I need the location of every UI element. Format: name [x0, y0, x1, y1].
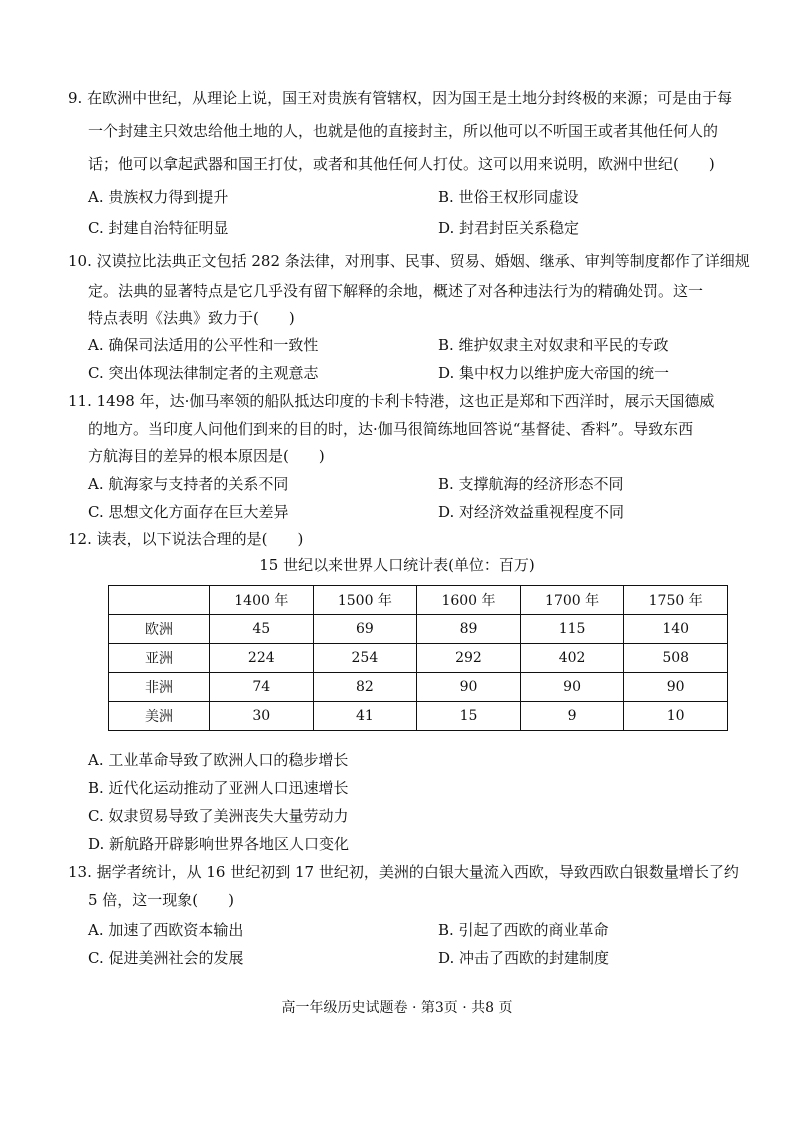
table-cell: 15	[417, 702, 521, 731]
q10-stem-line-3: 特点表明《法典》致力于( )	[88, 309, 295, 327]
table-cell: 欧洲	[109, 615, 210, 644]
q12-stem: 12. 读表，以下说法合理的是( )	[68, 530, 304, 548]
q10-stem-line-2: 定。法典的显著特点是它几乎没有留下解释的余地，概述了对各种违法行为的精确处罚。这一	[88, 282, 704, 300]
q11-stem-line-2: 的地方。当印度人问他们到来的目的时，达·伽马很简练地回答说“基督徒、香料”。导致东西	[88, 420, 694, 438]
table-cell: 292	[417, 644, 521, 673]
q9-stem-line-1: 9. 在欧洲中世纪，从理论上说，国王对贵族有管辖权，因为国王是土地分封终极的来源；可是由于每	[68, 89, 733, 107]
table-header-cell: 1750 年	[624, 586, 728, 615]
page-footer: 高一年级历史试题卷 · 第3页 · 共8 页	[281, 1000, 513, 1016]
q10-stem-line-1: 10. 汉谟拉比法典正文包括 282 条法律，对刑事、民事、贸易、婚姻、继承、审判等制度都作了详细规	[68, 252, 750, 270]
q10-option-a: A. 确保司法适用的公平性和一致性	[88, 336, 319, 354]
table-header-cell: 1500 年	[313, 586, 417, 615]
q13-stem-line-1: 13. 据学者统计，从 16 世纪初到 17 世纪初，美洲的白银大量流入西欧，导致西欧白银数量增长了约	[68, 863, 739, 881]
table-cell: 254	[313, 644, 417, 673]
table-header-cell: 1600 年	[417, 586, 521, 615]
q11-option-a: A. 航海家与支持者的关系不同	[88, 475, 289, 493]
q10-option-c: C. 突出体现法律制定者的主观意志	[88, 364, 319, 382]
table-header-row	[109, 586, 728, 615]
q11-option-c: C. 思想文化方面存在巨大差异	[88, 503, 289, 521]
q9-option-a: A. 贵族权力得到提升	[88, 188, 229, 206]
table-cell: 90	[624, 673, 728, 702]
population-table	[108, 585, 728, 731]
q11-stem-line-3: 方航海目的差异的根本原因是( )	[88, 447, 325, 465]
q11-option-d: D. 对经济效益重视程度不同	[438, 503, 625, 521]
q9-option-b: B. 世俗王权形同虚设	[438, 188, 579, 206]
q12-option-b: B. 近代化运动推动了亚洲人口迅速增长	[88, 779, 349, 797]
table-cell: 90	[520, 673, 624, 702]
q13-option-b: B. 引起了西欧的商业革命	[438, 921, 609, 939]
table-cell: 美洲	[109, 702, 210, 731]
table-cell: 69	[313, 615, 417, 644]
q10-option-b: B. 维护奴隶主对奴隶和平民的专政	[438, 336, 669, 354]
q12-option-a: A. 工业革命导致了欧洲人口的稳步增长	[88, 751, 349, 769]
table-row	[109, 644, 728, 673]
table-cell: 224	[210, 644, 314, 673]
q9-stem-line-2: 一个封建主只效忠给他土地的人，也就是他的直接封主，所以他可以不听国王或者其他任何人的	[88, 122, 719, 140]
table-row	[109, 673, 728, 702]
q9-option-c: C. 封建自治特征明显	[88, 219, 229, 237]
q11-stem-line-1: 11. 1498 年，达·伽马率领的船队抵达印度的卡利卡特港，这也正是郑和下西洋时，展示天国德威	[68, 392, 715, 410]
table-header-cell: 1400 年	[210, 586, 314, 615]
table-cell: 508	[624, 644, 728, 673]
q9-stem-line-3: 话；他可以拿起武器和国王打仗，或者和其他任何人打仗。这可以用来说明，欧洲中世纪( )	[88, 155, 715, 173]
q11-option-b: B. 支撑航海的经济形态不同	[438, 475, 624, 493]
table-header-cell: 1700 年	[520, 586, 624, 615]
q13-option-a: A. 加速了西欧资本输出	[88, 921, 244, 939]
table-row	[109, 615, 728, 644]
table-cell: 82	[313, 673, 417, 702]
table-cell: 亚洲	[109, 644, 210, 673]
table-cell: 74	[210, 673, 314, 702]
table-cell: 9	[520, 702, 624, 731]
table-cell: 89	[417, 615, 521, 644]
q12-option-d: D. 新航路开辟影响世界各地区人口变化	[88, 835, 350, 853]
table-cell: 41	[313, 702, 417, 731]
q12-option-c: C. 奴隶贸易导致了美洲丧失大量劳动力	[88, 807, 349, 825]
q10-option-d: D. 集中权力以维护庞大帝国的统一	[438, 364, 670, 382]
table-row	[109, 702, 728, 731]
table-cell: 140	[624, 615, 728, 644]
q9-option-d: D. 封君封臣关系稳定	[438, 219, 580, 237]
table-cell: 115	[520, 615, 624, 644]
table-cell: 45	[210, 615, 314, 644]
table-cell: 90	[417, 673, 521, 702]
table-cell: 30	[210, 702, 314, 731]
table-cell: 402	[520, 644, 624, 673]
table-cell: 10	[624, 702, 728, 731]
q13-option-c: C. 促进美洲社会的发展	[88, 949, 244, 967]
table-cell: 非洲	[109, 673, 210, 702]
q13-stem-line-2: 5 倍，这一现象( )	[88, 891, 235, 909]
q13-option-d: D. 冲击了西欧的封建制度	[438, 949, 610, 967]
table-header-cell	[109, 586, 210, 615]
table-title: 15 世纪以来世界人口统计表(单位：百万)	[259, 556, 535, 574]
